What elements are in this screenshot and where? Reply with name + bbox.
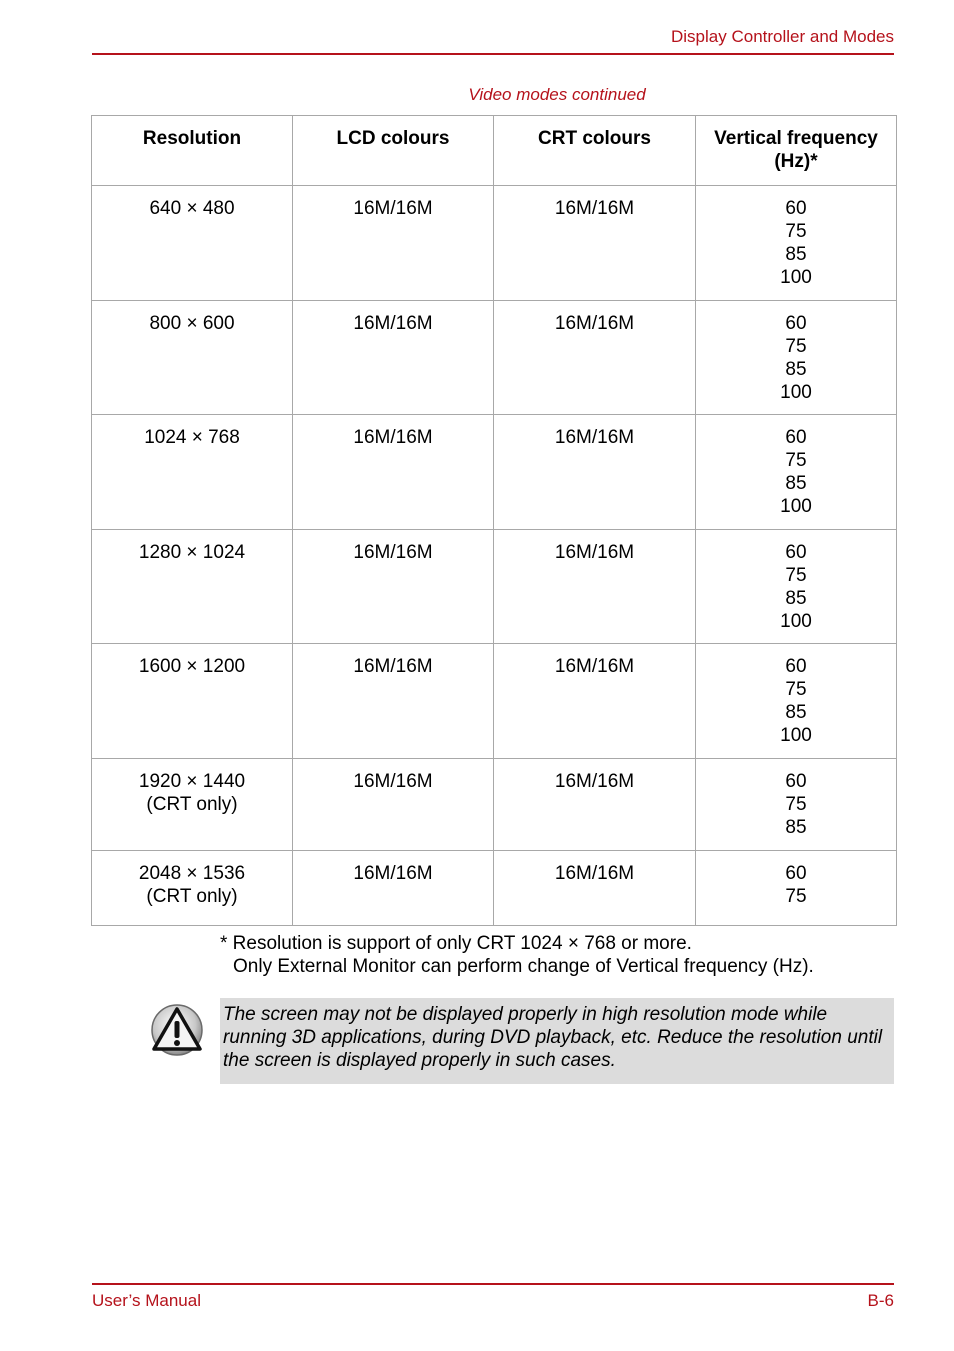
cell-resolution [92,186,293,301]
resolution-value: 1024 × 768 [144,427,240,448]
cell-resolution [92,415,293,530]
table-row [92,301,897,415]
footnote-line-1: * Resolution is support of only CRT 1024 × 768 or more. [220,933,692,954]
cell-lcd-colours: 16M/16M [293,415,494,530]
frequency-value: 100 [780,725,812,746]
frequency-value: 60 [785,427,807,448]
frequency-value: 100 [780,496,812,517]
caution-note [220,998,894,1084]
frequency-value: 75 [785,886,807,907]
frequency-value: 60 [785,771,807,792]
frequency-value: 85 [785,702,807,723]
caution-note-text: The screen may not be displayed properly in high resolution mode while running 3D applications, during DVD playback, etc. Reduce the resolution until the screen is displayed properly in such cases. [223,1004,883,1071]
cell-crt-colours: 16M/16M [494,415,696,530]
resolution-value: 1600 × 1200 [138,656,246,677]
frequency-value: 85 [785,817,807,838]
frequency-value: 60 [785,313,807,334]
resolution-value: 2048 × 1536 [138,863,246,884]
cell-vertical-frequency [696,530,897,644]
cell-lcd-colours: 16M/16M [293,759,494,851]
cell-lcd-colours: 16M/16M [293,851,494,926]
frequency-value: 85 [785,473,807,494]
cell-lcd-colours: 16M/16M [293,530,494,644]
cell-lcd-colours: 16M/16M [293,186,494,301]
footer-manual-title: User’s Manual [92,1291,201,1310]
cell-crt-colours: 16M/16M [494,851,696,926]
frequency-value: 75 [785,336,807,357]
frequency-value: 85 [785,588,807,609]
cell-crt-colours: 16M/16M [494,530,696,644]
footer-divider [92,1283,894,1285]
frequency-value: 60 [785,863,807,884]
frequency-value: 85 [785,244,807,265]
frequency-value: 75 [785,794,807,815]
table-row [92,530,897,644]
video-modes-table [91,115,897,926]
column-header-lcd-colours: LCD colours [293,116,494,186]
cell-crt-colours: 16M/16M [494,301,696,415]
cell-resolution [92,759,293,851]
warning-icon [150,1003,204,1057]
table-row [92,186,897,301]
frequency-value: 60 [785,542,807,563]
frequency-value: 85 [785,359,807,380]
frequency-value: 75 [785,679,807,700]
header-divider [92,53,894,55]
frequency-value: 75 [785,221,807,242]
table-caption: Video modes continued [468,85,646,104]
frequency-value: 100 [780,382,812,403]
header-title: Display Controller and Modes [671,27,894,46]
cell-vertical-frequency [696,415,897,530]
cell-vertical-frequency [696,644,897,759]
cell-resolution [92,851,293,926]
cell-crt-colours: 16M/16M [494,644,696,759]
resolution-value: 640 × 480 [149,198,235,219]
footer-page-number: B-6 [867,1291,894,1310]
cell-resolution [92,530,293,644]
resolution-note: (CRT only) [146,886,238,907]
table-row [92,644,897,759]
frequency-value: 60 [785,198,807,219]
resolution-value: 1920 × 1440 [138,771,246,792]
frequency-value: 100 [780,611,812,632]
table-row [92,851,897,926]
resolution-value: 800 × 600 [149,313,235,334]
footnote-line-2: Only External Monitor can perform change of Vertical frequency (Hz). [233,956,814,977]
resolution-note: (CRT only) [146,794,238,815]
column-header-resolution: Resolution [92,116,293,186]
cell-resolution [92,644,293,759]
cell-vertical-frequency [696,301,897,415]
cell-vertical-frequency [696,759,897,851]
table-header-row [92,116,897,186]
cell-lcd-colours: 16M/16M [293,644,494,759]
cell-resolution [92,301,293,415]
cell-lcd-colours: 16M/16M [293,301,494,415]
column-header-crt-colours: CRT colours [494,116,696,186]
frequency-value: 75 [785,450,807,471]
table-row [92,415,897,530]
cell-vertical-frequency [696,186,897,301]
frequency-value: 100 [780,267,812,288]
frequency-value: 60 [785,656,807,677]
cell-vertical-frequency [696,851,897,926]
footnote [220,932,814,978]
column-header-vertical-frequency: Vertical frequency (Hz)* [696,116,897,186]
cell-crt-colours: 16M/16M [494,759,696,851]
resolution-value: 1280 × 1024 [138,542,246,563]
table-row [92,759,897,851]
frequency-value: 75 [785,565,807,586]
cell-crt-colours: 16M/16M [494,186,696,301]
table-body [92,186,897,926]
